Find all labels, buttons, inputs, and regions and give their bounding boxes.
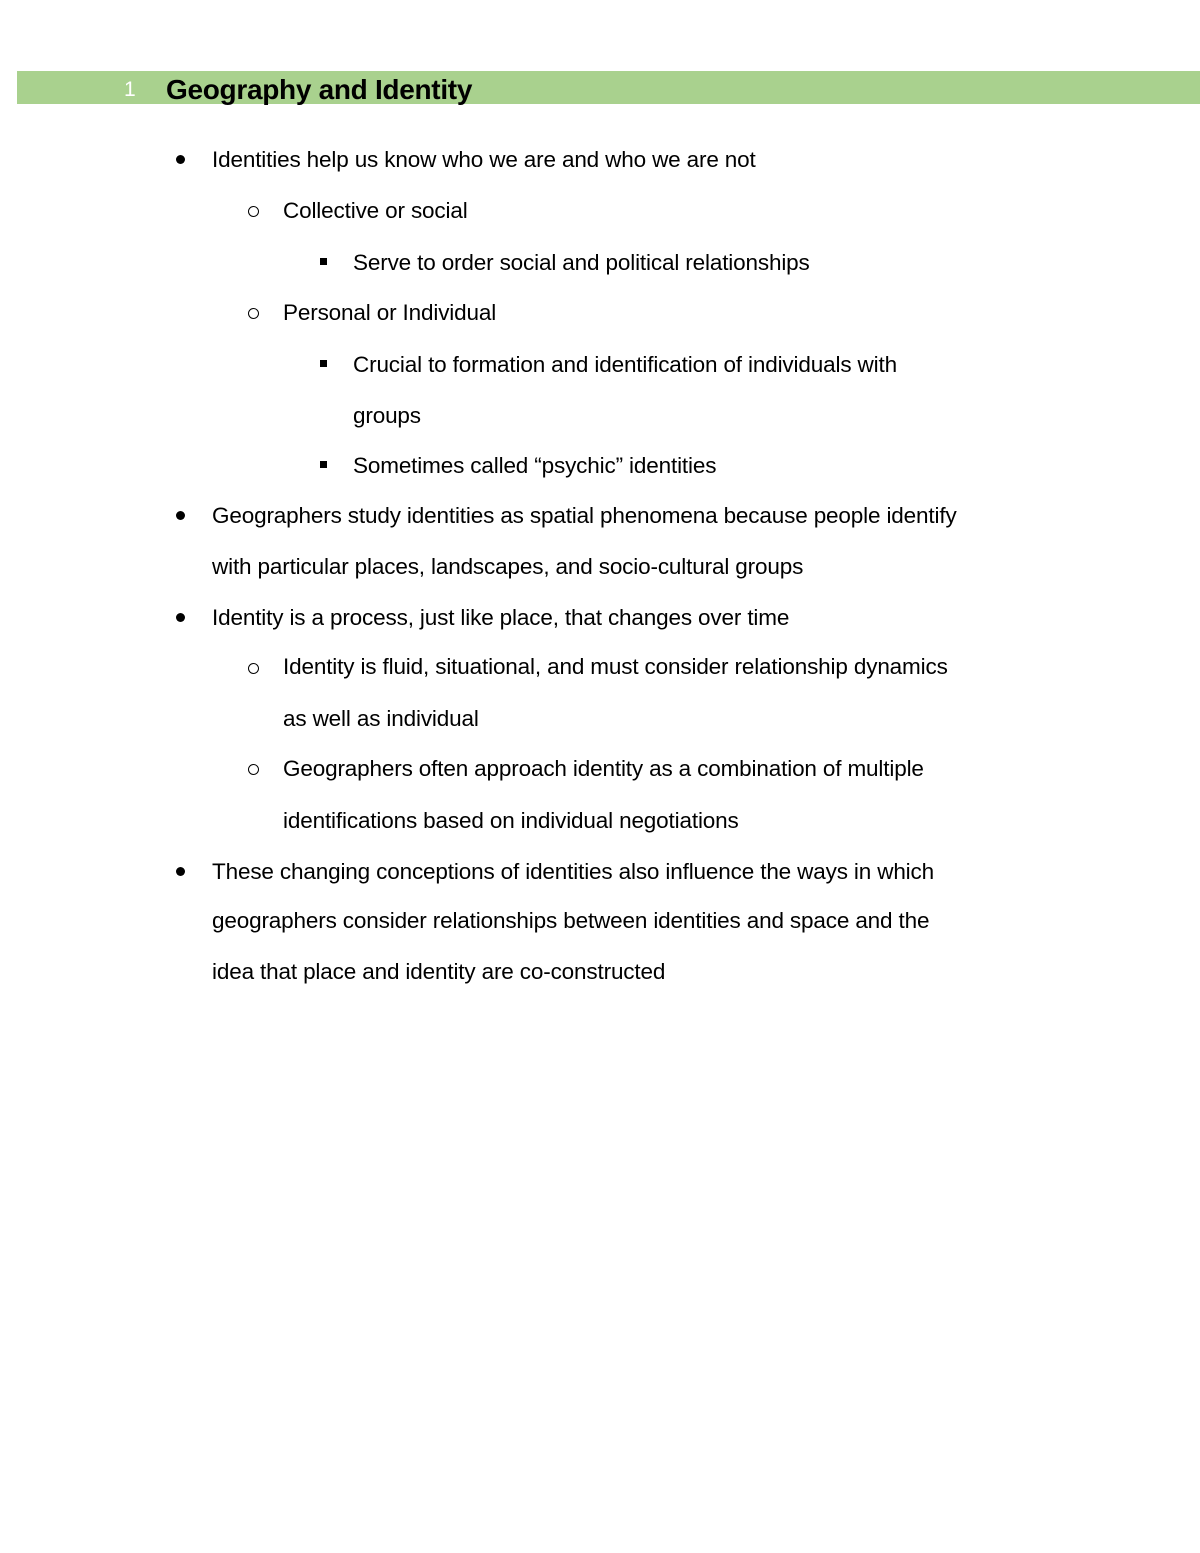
bullet-square-icon (320, 360, 327, 367)
list-item: Identity is a process, just like place, that changes over time (212, 605, 790, 630)
list-item: Identity is fluid, situational, and must consider relationship dynamics (283, 654, 948, 679)
list-item-continuation: identifications based on individual negotiations (283, 808, 739, 833)
bullet-square-icon (320, 461, 327, 468)
bullet-disc-icon (176, 155, 185, 164)
list-item: Collective or social (283, 198, 468, 223)
list-item-continuation: as well as individual (283, 706, 479, 731)
bullet-circle-icon (248, 764, 259, 775)
heading-number: 1 (124, 78, 136, 101)
list-item: Serve to order social and political relationships (353, 250, 810, 275)
list-item: These changing conceptions of identities also influence the ways in which (212, 859, 934, 884)
bullet-square-icon (320, 258, 327, 265)
bullet-circle-icon (248, 308, 259, 319)
list-item-continuation: idea that place and identity are co-constructed (212, 959, 666, 984)
bullet-circle-icon (248, 206, 259, 217)
bullet-disc-icon (176, 613, 185, 622)
list-item: Identities help us know who we are and who we are not (212, 147, 756, 172)
list-item-continuation: geographers consider relationships between identities and space and the (212, 908, 930, 933)
list-item: Personal or Individual (283, 300, 497, 325)
list-item-continuation: groups (353, 403, 421, 428)
bullet-disc-icon (176, 867, 185, 876)
list-item: Geographers often approach identity as a combination of multiple (283, 756, 924, 781)
bullet-circle-icon (248, 663, 259, 674)
list-item: Crucial to formation and identification of individuals with (353, 352, 897, 377)
bullet-disc-icon (176, 511, 185, 520)
list-item-continuation: with particular places, landscapes, and socio-cultural groups (212, 554, 804, 579)
page-title: Geography and Identity (166, 74, 473, 105)
list-item: Sometimes called “psychic” identities (353, 453, 717, 478)
list-item: Geographers study identities as spatial phenomena because people identify (212, 503, 957, 528)
